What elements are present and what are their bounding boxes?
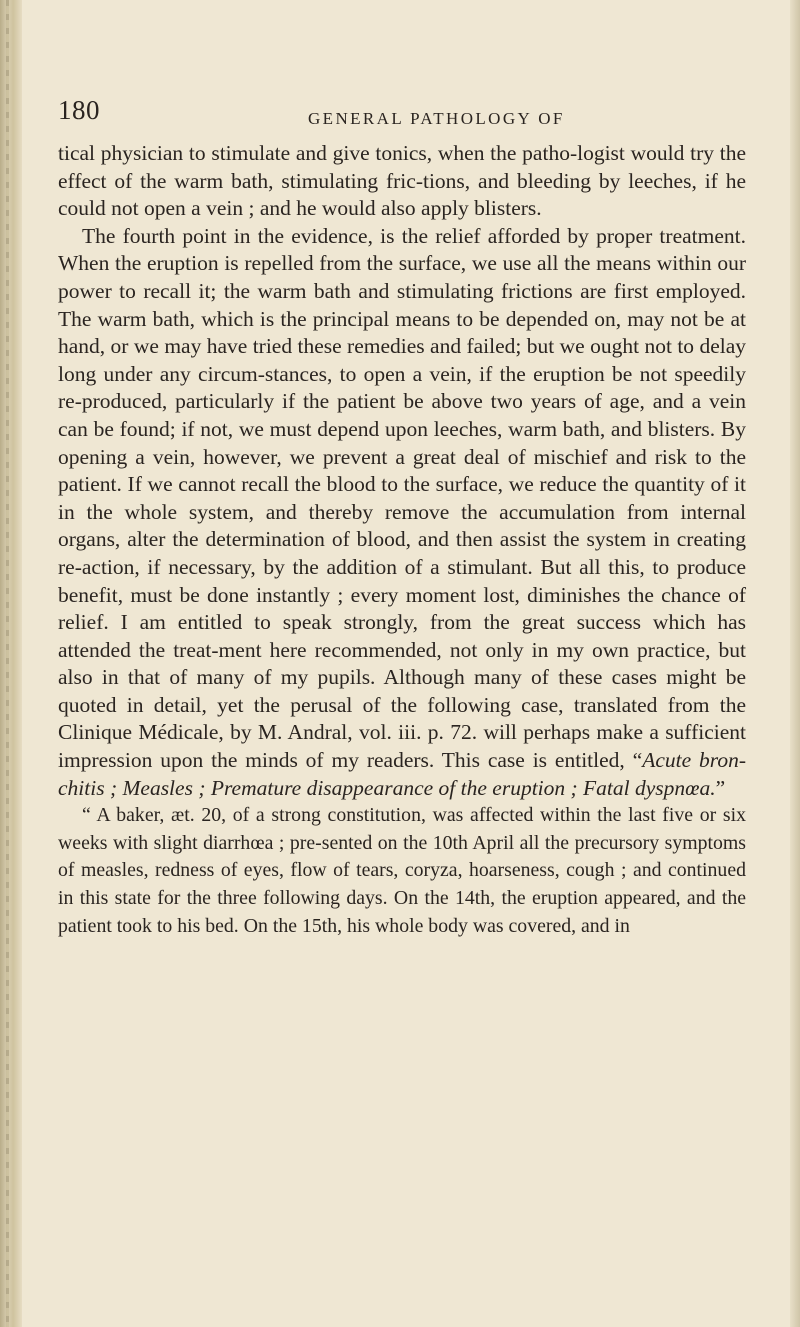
page-header (58, 95, 746, 140)
page-number: 180 (58, 95, 100, 125)
paragraph-continued: tical physician to stimulate and give tonics, when the patho-logist would try the effect of the warm bath, stimulating fric-tions, and bleeding by leeches, if he could not open a vein ; and he would also apply blisters. (58, 141, 746, 221)
book-page (58, 95, 746, 940)
page-edge (790, 0, 800, 1327)
book-binding-edge (0, 0, 22, 1327)
body-text (58, 140, 746, 940)
running-head: GENERAL PATHOLOGY OF (308, 109, 565, 128)
paragraph-case-quote: “ A baker, æt. 20, of a strong constitution, was affected within the last five or six weeks with slight diarrhœa ; pre-sented on the 10th April all the precursory symptoms of measles, redness of eyes, flow of tears, coryza, hoarseness, cough ; and continued in this state for the three following days. On the 14th, the eruption appeared, and the patient took to his bed. On the 15th, his whole body was covered, and in (58, 804, 746, 937)
case-title: Acute bron-chitis ; Measles ; Premature disappearance of the eruption ; Fatal dyspnœa. (58, 748, 746, 800)
paragraph-text: The fourth point in the evidence, is the relief afforded by proper treatment. When the eruption is repelled from the surface, we use all the means within our power to recall it; the warm bath and stimulating frictions are first employed. The warm bath, which is the principal means to be depended on, may not be at hand, or we may have tried these remedies and failed; but we ought not to delay long under any circum-stances, to open a vein, if the eruption be not speedily re-produced, particularly if the patient be above two years of age, and a vein can be found; if not, we must depend upon leeches, warm bath, and blisters. By opening a vein, however, we prevent a great deal of mischief and risk to the patient. If we cannot recall the blood to the surface, we reduce the quantity of it in the whole system, and thereby remove the accumulation from internal organs, alter the determination of blood, and then assist the system in creating re-action, if necessary, by the addition of a stimulant. But all this, to produce benefit, must be done instantly ; every moment lost, diminishes the chance of relief. I am entitled to speak strongly, from the great success which has attended the treat-ment here recommended, not only in my own practice, but also in that of many of my pupils. Although many of these cases might be quoted in detail, yet the perusal of the following case, translated from the Clinique Médicale, by M. Andral, vol. iii. p. 72. will perhaps make a sufficient impression upon the minds of my readers. This case is entitled, “ (58, 223, 746, 773)
closing-quote: ” (715, 775, 726, 800)
paragraph-fourth-point (58, 223, 746, 802)
